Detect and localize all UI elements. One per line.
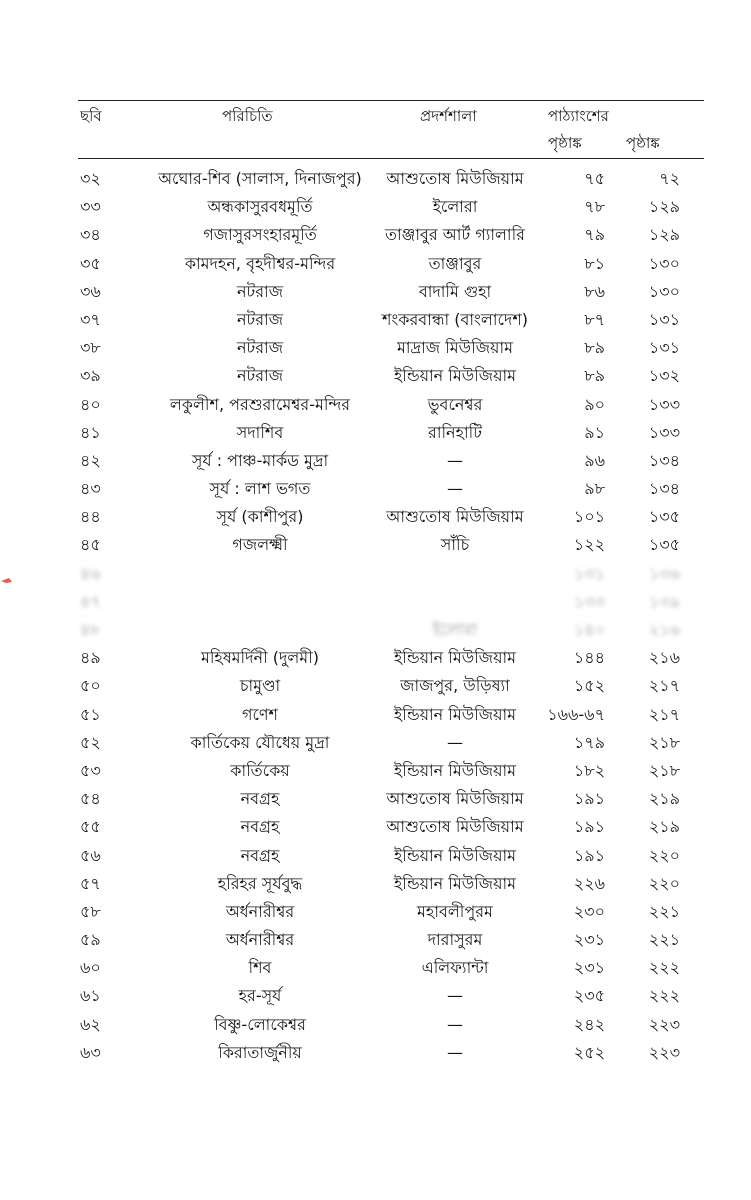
identity-cell: সূর্য : পাঞ্চ-মার্কড মুদ্রা	[191, 450, 329, 470]
museum-cell: শংকরবান্ধা (বাংলাদেশ)	[381, 309, 529, 329]
plate-number: ৩৫	[80, 253, 101, 273]
table-row	[0, 898, 751, 926]
museum-cell: সাঁচি	[440, 535, 470, 555]
museum-cell: —	[447, 1042, 463, 1062]
identity-cell: সদাশিব	[236, 422, 284, 442]
plate-page-cell: ১৩৪	[648, 479, 680, 499]
plate-page-cell: ১৩২	[648, 366, 680, 386]
museum-cell: —	[447, 986, 463, 1006]
plate-page-cell: ১৩৬	[648, 563, 680, 583]
museum-cell: তাঞ্জাবুর	[428, 253, 482, 273]
identity-cell: অর্ধনারীশ্বর	[225, 901, 295, 921]
museum-cell: আশুতোষ মিউজিয়াম	[386, 817, 524, 837]
table-row	[0, 278, 751, 306]
text-page-cell: ২৩১	[573, 958, 605, 978]
plate-page-cell: ১৩১	[648, 309, 680, 329]
table-row	[0, 644, 751, 672]
table-row	[0, 560, 751, 588]
text-page-cell: ২২৬	[573, 873, 605, 893]
plate-page-cell: ২১৬	[648, 620, 680, 639]
table-row	[0, 531, 751, 559]
text-page-cell: ১৯১	[573, 789, 605, 809]
plate-number: ৫২	[80, 732, 101, 752]
identity-cell: শিব	[248, 958, 272, 978]
museum-cell: এলিফ্যান্টা	[421, 958, 489, 978]
header-rule	[78, 158, 704, 159]
museum-cell: আশুতোষ মিউজিয়াম	[386, 507, 524, 527]
museum-cell: —	[447, 1014, 463, 1034]
plate-number: ৬১	[80, 986, 101, 1006]
text-page-cell: ২৫২	[573, 1042, 605, 1062]
plate-number: ৩৭	[80, 309, 101, 329]
museum-cell: দারাসুরম	[427, 930, 483, 950]
plate-page-cell: ১৩০	[648, 281, 680, 301]
plate-number: ৪৫	[80, 535, 101, 555]
identity-cell: নটরাজ	[236, 366, 284, 386]
museum-cell: ইন্ডিয়ান মিউজিয়াম	[393, 704, 517, 724]
table-row	[0, 757, 751, 785]
text-page-cell: ৮৭	[584, 309, 605, 329]
table-row	[0, 982, 751, 1010]
plate-number: ৩২	[80, 169, 101, 188]
text-page-cell: ৭৮	[584, 197, 605, 217]
plate-page-cell: ২২০	[648, 845, 680, 865]
plate-page-cell: ২২২	[648, 958, 680, 978]
table-row	[0, 1011, 751, 1039]
plate-number: ৫৭	[80, 873, 101, 893]
plate-number: ৫৯	[80, 930, 101, 950]
plate-number: ৫১	[80, 704, 101, 724]
plate-number: ৫৪	[80, 789, 101, 809]
text-page-cell: ৯৬	[584, 450, 605, 470]
text-page-cell: ৭৯	[584, 225, 605, 245]
table-row	[0, 193, 751, 221]
plate-page-cell: ৭২	[659, 169, 680, 188]
museum-cell: ইলোরা	[432, 620, 478, 639]
plate-number: ৪৬	[80, 563, 101, 583]
plate-number: ৩৬	[80, 281, 101, 301]
plate-page-cell: ১২৯	[648, 225, 680, 245]
plate-page-cell: ১৩৫	[648, 507, 680, 527]
identity-cell: মহিষমর্দিনী (দুলমী)	[200, 648, 320, 668]
plate-number: ৩৩	[80, 197, 101, 217]
plate-number: ৩৪	[80, 225, 101, 245]
museum-cell: বাদামি গুহা	[418, 281, 492, 301]
text-page-cell: ১৪০	[573, 620, 605, 639]
text-page-cell: ৯৮	[584, 479, 605, 499]
plate-page-cell: ১৩০	[648, 253, 680, 273]
plate-number: ৬৩	[80, 1042, 101, 1062]
text-page-cell: ৮১	[584, 253, 605, 273]
text-page-cell: ১৯১	[573, 845, 605, 865]
identity-cell: কামদহন, বৃহদীশ্বর-মন্দির	[184, 253, 336, 273]
identity-cell: গজলক্ষ্মী	[232, 535, 288, 555]
table-row	[0, 870, 751, 898]
plate-number: ৫৩	[80, 760, 101, 780]
plate-number: ৪১	[80, 422, 101, 442]
table-row	[0, 588, 751, 616]
text-page-cell: ২৪২	[573, 1014, 605, 1034]
plate-page-cell: ১২৯	[648, 197, 680, 217]
plate-page-cell: ১৩৯	[648, 591, 680, 611]
plate-page-cell: ১৩১	[648, 338, 680, 358]
plate-number: ৫০	[80, 676, 101, 696]
museum-cell: আশুতোষ মিউজিয়াম	[386, 169, 524, 188]
header-identity: পরিচিতি	[222, 107, 273, 125]
plate-number: ৪৪	[80, 507, 101, 527]
plate-page-cell: ১৩৫	[648, 535, 680, 555]
plate-number: ৩৮	[80, 338, 101, 358]
table-row	[0, 391, 751, 419]
header-text-page-line1: পাঠ্যাংশের	[548, 107, 609, 125]
plate-page-cell: ২১৮	[648, 760, 680, 780]
identity-cell: কিরাতার্জুনীয়	[218, 1042, 302, 1062]
identity-cell: হরিহর সূর্যবুদ্ধ	[217, 873, 303, 893]
header-plate: ছবি	[80, 107, 102, 125]
red-ink-mark	[0, 574, 14, 588]
plate-page-cell: ২২৩	[648, 1014, 680, 1034]
plate-page-cell: ১৩৩	[648, 394, 680, 414]
identity-cell: লকুলীশ, পরশুরামেশ্বর-মন্দির	[169, 394, 351, 414]
table-row	[0, 672, 751, 700]
plate-page-cell: ২১৯	[648, 789, 680, 809]
table-row	[0, 616, 751, 644]
text-page-cell: ১৫২	[573, 676, 605, 696]
museum-cell: ইন্ডিয়ান মিউজিয়াম	[393, 845, 517, 865]
museum-cell: ইন্ডিয়ান মিউজিয়াম	[393, 873, 517, 893]
identity-cell: অন্ধকাসুরবধমূর্তি	[207, 197, 313, 217]
header-museum: প্রদর্শশালা	[420, 107, 477, 125]
table-row	[0, 165, 751, 193]
text-page-cell: ১৮২	[573, 760, 605, 780]
plate-page-cell: ২২১	[648, 901, 680, 921]
plate-number: ৫৫	[80, 817, 101, 837]
identity-cell: সূর্য (কাশীপুর)	[216, 507, 304, 527]
identity-cell: চামুণ্ডা	[239, 676, 281, 696]
identity-cell: গণেশ	[241, 704, 279, 724]
plate-number: ৫৬	[80, 845, 101, 865]
identity-cell: বিষ্ণু-লোকেশ্বর	[214, 1014, 306, 1034]
museum-cell: —	[447, 732, 463, 752]
plate-page-cell: ২২২	[648, 986, 680, 1006]
text-page-cell: ৮৬	[584, 281, 605, 301]
text-page-cell: ১২২	[573, 535, 605, 555]
text-page-cell: ২৩৫	[573, 986, 605, 1006]
plate-number: ৪৮	[80, 620, 101, 639]
plate-page-cell: ২১৭	[648, 704, 680, 724]
table-row	[0, 954, 751, 982]
identity-cell: অর্ধনারীশ্বর	[225, 930, 295, 950]
plate-number: ৪০	[80, 394, 101, 414]
text-page-cell: ১৭৯	[573, 732, 605, 752]
museum-cell: জাজপুর, উড়িষ্যা	[400, 676, 510, 696]
text-page-cell: ১০১	[573, 507, 605, 527]
plate-page-cell: ২২১	[648, 930, 680, 950]
plate-page-cell: ১৩৩	[648, 422, 680, 442]
identity-cell: সূর্য : লাশ ভগত	[209, 479, 311, 499]
table-row	[0, 306, 751, 334]
museum-cell: —	[447, 479, 463, 499]
identity-cell: নবগ্রহ	[240, 817, 280, 837]
text-page-cell: ৭৫	[584, 169, 605, 188]
identity-cell: কার্তিকেয় যৌধেয় মুদ্রা	[190, 732, 330, 752]
plate-number: ৬০	[80, 958, 101, 978]
museum-cell: আশুতোষ মিউজিয়াম	[386, 789, 524, 809]
table-row	[0, 926, 751, 954]
text-page-cell: ২৩১	[573, 930, 605, 950]
table-row	[0, 842, 751, 870]
table-row	[0, 503, 751, 531]
plate-page-cell: ২১৭	[648, 676, 680, 696]
text-page-cell: ৮৯	[584, 338, 605, 358]
plate-number: ৪৯	[80, 648, 101, 668]
identity-cell: গজাসুরসংহারমূর্তি	[203, 225, 317, 245]
plate-number: ৬২	[80, 1014, 101, 1034]
plate-number: ৩৯	[80, 366, 101, 386]
header-plate-page: পৃষ্ঠাঙ্ক	[626, 134, 660, 152]
text-page-cell: ২৩০	[573, 901, 605, 921]
identity-cell: অঘোর-শিব (সালাস, দিনাজপুর)	[158, 169, 362, 188]
table-row	[0, 419, 751, 447]
table-row	[0, 701, 751, 729]
table-row	[0, 250, 751, 278]
identity-cell: হর-সূর্য	[238, 986, 282, 1006]
plate-number: ৫৮	[80, 901, 101, 921]
museum-cell: মহাবলীপুরম	[417, 901, 493, 921]
identity-cell: নবগ্রহ	[240, 845, 280, 865]
identity-cell: নটরাজ	[236, 281, 284, 301]
table-row	[0, 813, 751, 841]
top-rule	[78, 100, 704, 101]
museum-cell: ইন্ডিয়ান মিউজিয়াম	[393, 760, 517, 780]
text-page-cell: ১৬৬-৬৭	[547, 704, 605, 724]
text-page-cell: ৯১	[584, 422, 605, 442]
museum-cell: ভুবনেশ্বর	[427, 394, 483, 414]
plate-page-cell: ২১৯	[648, 817, 680, 837]
table-row	[0, 447, 751, 475]
plate-page-cell: ২১৬	[648, 648, 680, 668]
identity-cell: নবগ্রহ	[240, 789, 280, 809]
table-row	[0, 1039, 751, 1067]
text-page-cell: ৮৯	[584, 366, 605, 386]
identity-cell: কার্তিকেয়	[230, 760, 290, 780]
plate-page-cell: ২১৮	[648, 732, 680, 752]
table-row	[0, 475, 751, 503]
plate-number: ৪৩	[80, 479, 101, 499]
table-row	[0, 729, 751, 757]
museum-cell: রানিহাটি	[428, 422, 482, 442]
text-page-cell: ১৩১	[573, 563, 605, 583]
header-text-page-line2: পৃষ্ঠাঙ্ক	[548, 134, 582, 152]
plate-number: ৪২	[80, 450, 101, 470]
museum-cell: মাদ্রাজ মিউজিয়াম	[397, 338, 513, 358]
table-row	[0, 362, 751, 390]
plate-page-cell: ২২৩	[648, 1042, 680, 1062]
plate-page-cell: ১৩৪	[648, 450, 680, 470]
text-page-cell: ১৩৩	[573, 591, 605, 611]
text-page-cell: ৯০	[584, 394, 605, 414]
museum-cell: ইলোরা	[432, 197, 478, 217]
plate-page-cell: ২২০	[648, 873, 680, 893]
museum-cell: ইন্ডিয়ান মিউজিয়াম	[393, 648, 517, 668]
identity-cell: নটরাজ	[236, 338, 284, 358]
table-row	[0, 785, 751, 813]
museum-cell: —	[447, 450, 463, 470]
table-row	[0, 221, 751, 249]
plate-number: ৪৭	[80, 591, 101, 611]
plate-list-table	[0, 165, 751, 1067]
text-page-cell: ১৯১	[573, 817, 605, 837]
table-row	[0, 334, 751, 362]
identity-cell: নটরাজ	[236, 309, 284, 329]
museum-cell: ইন্ডিয়ান মিউজিয়াম	[393, 366, 517, 386]
text-page-cell: ১৪৪	[573, 648, 605, 668]
museum-cell: তাঞ্জাবুর আর্ট গ্যালারি	[385, 225, 525, 245]
